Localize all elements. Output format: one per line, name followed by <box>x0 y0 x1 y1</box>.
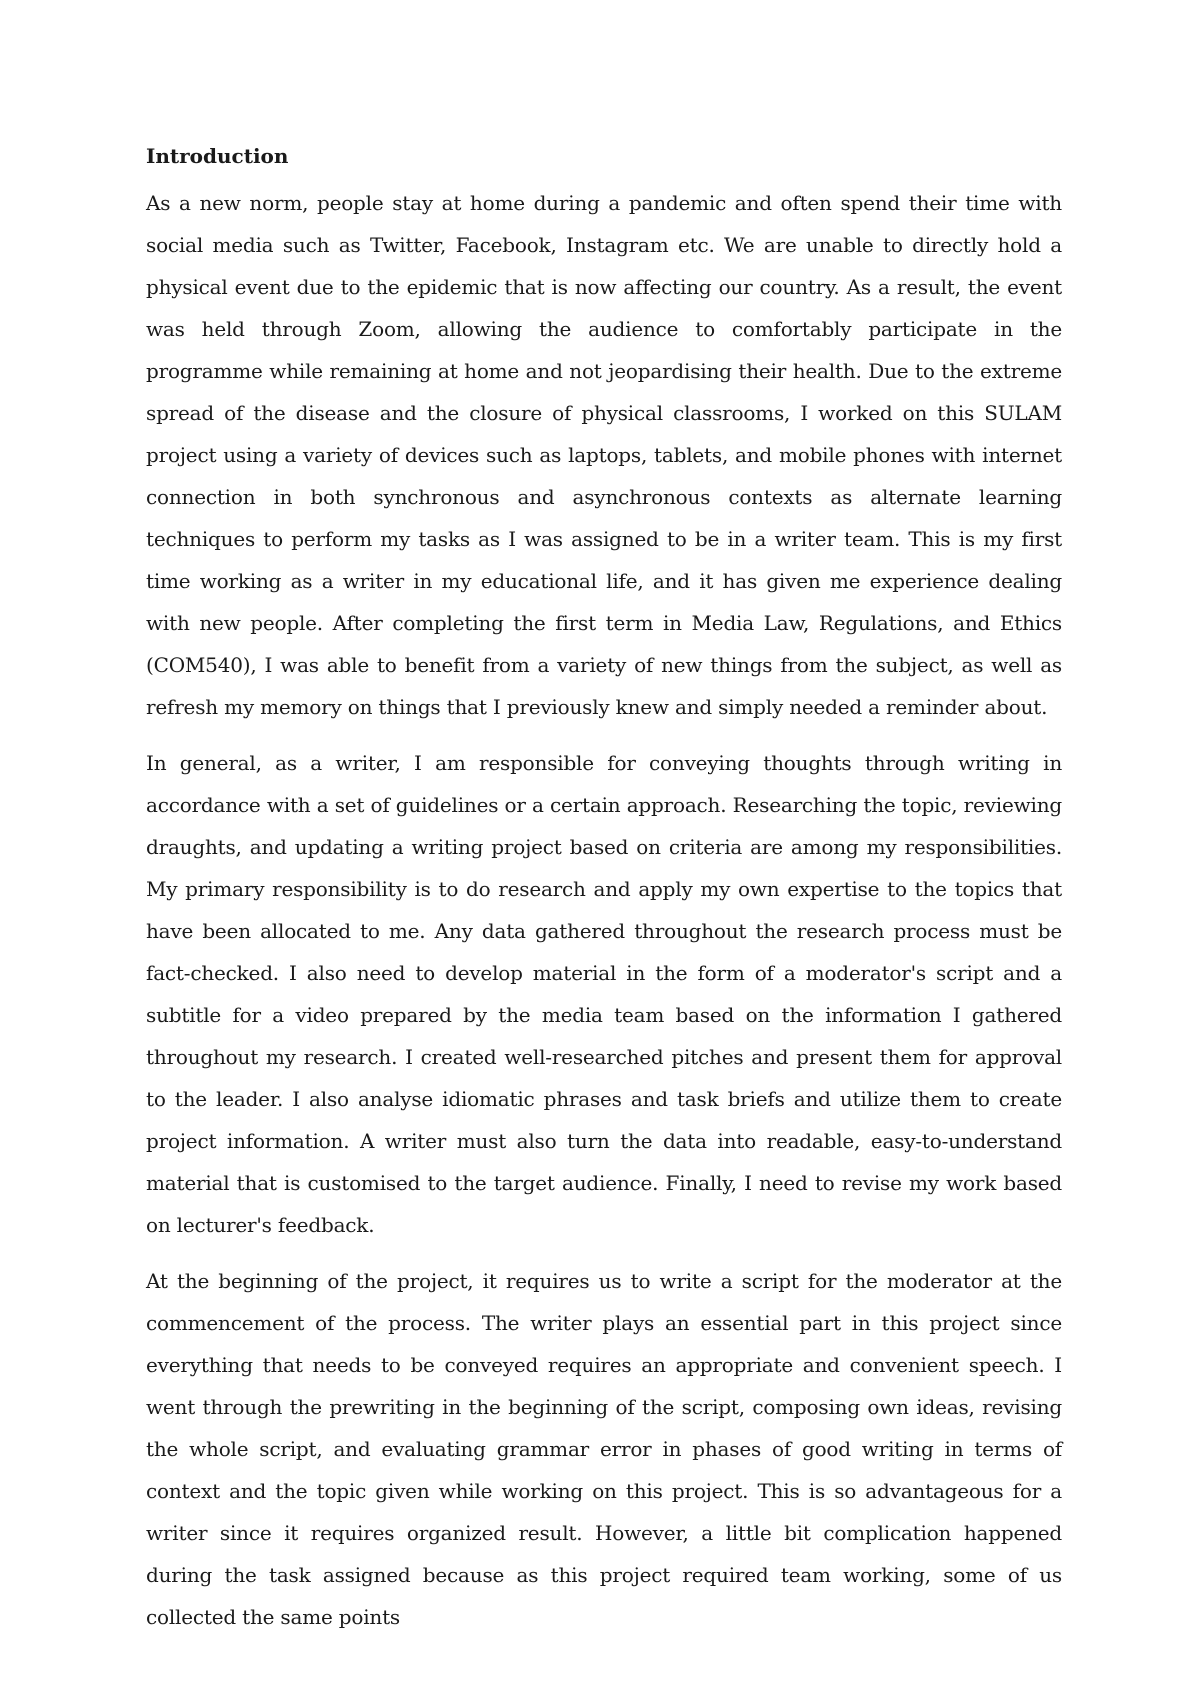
section-heading: Introduction <box>146 144 289 168</box>
paragraph-intro: As a new norm, people stay at home during a pandemic and often spend their time with social media such as Twitter, Facebook, Instagram etc. We are unable to directly hold a physical event due to the epidemic that is now affecting our country. As a result, the event was held through Zoom, allowing the audience to comfortably participate in the programme while remaining at home and not jeopardising their health. Due to the extreme spread of the disease and the closure of physical classrooms, I worked on this SULAM project using a variety of devices such as laptops, tablets, and mobile phones with internet connection in both synchronous and asynchronous contexts as alternate learning techniques to perform my tasks as I was assigned to be in a writer team. This is my first time working as a writer in my educational life, and it has given me experience dealing with new people. After completing the first term in Media Law, Regulations, and Ethics (COM540), I was able to benefit from a variety of new things from the subject, as well as refresh my memory on things that I previously knew and simply needed a reminder about. <box>146 191 1062 719</box>
paragraph-responsibilities: In general, as a writer, I am responsible for conveying thoughts through writing in accordance with a set of guidelines or a certain approach. Researching the topic, reviewing draughts, and updating a writing project based on criteria are among my responsibilities. My primary responsibility is to do research and apply my own expertise to the topics that have been allocated to me. Any data gathered throughout the research process must be fact-checked. I also need to develop material in the form of a moderator's script and a subtitle for a video prepared by the media team based on the information I gathered throughout my research. I created well-researched pitches and present them for approval to the leader. I also analyse idiomatic phrases and task briefs and utilize them to create project information. A writer must also turn the data into readable, easy-to-understand material that is customised to the target audience. Finally, I need to revise my work based on lecturer's feedback. <box>146 751 1062 1237</box>
document-body <box>146 142 1062 1652</box>
paragraph-project-beginning: At the beginning of the project, it requires us to write a script for the moderator at the commencement of the process. The writer plays an essential part in this project since everything that needs to be conveyed requires an appropriate and convenient speech. I went through the prewriting in the beginning of the script, composing own ideas, revising the whole script, and evaluating grammar error in phases of good writing in terms of context and the topic given while working on this project. This is so advantageous for a writer since it requires organized result. However, a little bit complication happened during the task assigned because as this project required team working, some of us collected the same points <box>146 1269 1062 1629</box>
